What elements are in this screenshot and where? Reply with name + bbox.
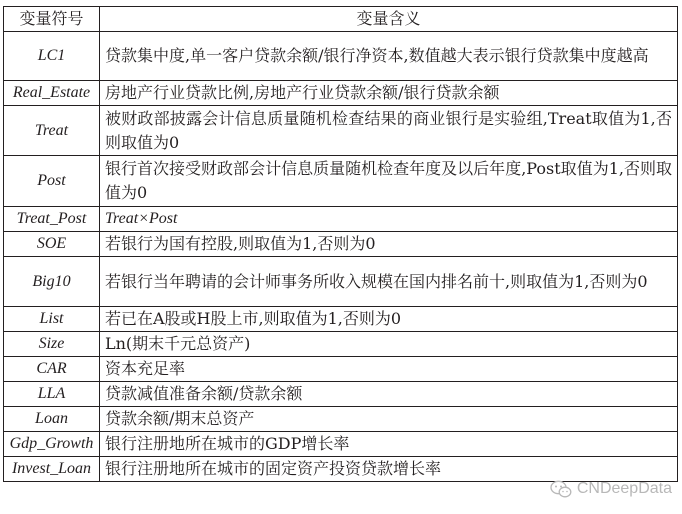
table-body <box>4 32 678 482</box>
variable-symbol: Invest_Loan <box>4 457 100 482</box>
variable-symbol: Size <box>4 332 100 357</box>
variable-symbol: SOE <box>4 232 100 257</box>
table-row <box>4 457 678 482</box>
table-row <box>4 332 678 357</box>
header-row <box>4 7 678 32</box>
variable-description: 被财政部披露会计信息质量随机检查结果的商业银行是实验组,Treat取值为1,否则取值为0 <box>100 106 678 156</box>
wechat-icon <box>550 480 572 498</box>
variable-description: 银行注册地所在城市的GDP增长率 <box>100 432 678 457</box>
watermark-text: CNDeepData <box>576 480 672 497</box>
variable-symbol: Real_Estate <box>4 81 100 106</box>
table-row <box>4 32 678 81</box>
table-row <box>4 81 678 106</box>
watermark <box>550 480 672 498</box>
table-row <box>4 156 678 207</box>
variable-description: Treat×Post <box>100 207 678 232</box>
table-header <box>4 7 678 32</box>
variable-description: 若已在A股或H股上市,则取值为1,否则为0 <box>100 307 678 332</box>
table-row <box>4 407 678 432</box>
table-row <box>4 257 678 307</box>
table-row <box>4 357 678 382</box>
variable-description: 贷款集中度,单一客户贷款余额/银行净资本,数值越大表示银行贷款集中度越高 <box>100 32 678 81</box>
variable-symbol: Gdp_Growth <box>4 432 100 457</box>
variable-symbol: Treat <box>4 106 100 156</box>
variable-symbol: Loan <box>4 407 100 432</box>
variable-symbol: Treat_Post <box>4 207 100 232</box>
variable-description: 贷款余额/期末总资产 <box>100 407 678 432</box>
variable-symbol: CAR <box>4 357 100 382</box>
variable-definition-table <box>3 6 678 482</box>
variable-description: 房地产行业贷款比例,房地产行业贷款余额/银行贷款余额 <box>100 81 678 106</box>
header-symbol: 变量符号 <box>4 7 100 32</box>
table-row <box>4 232 678 257</box>
variable-symbol: List <box>4 307 100 332</box>
variable-description: 银行首次接受财政部会计信息质量随机检查年度及以后年度,Post取值为1,否则取值为0 <box>100 156 678 207</box>
variable-description: 银行注册地所在城市的固定资产投资贷款增长率 <box>100 457 678 482</box>
variable-description: Ln(期末千元总资产) <box>100 332 678 357</box>
variable-description: 若银行当年聘请的会计师事务所收入规模在国内排名前十,则取值为1,否则为0 <box>100 257 678 307</box>
variable-symbol: Big10 <box>4 257 100 307</box>
variable-symbol: Post <box>4 156 100 207</box>
variable-symbol: LLA <box>4 382 100 407</box>
table-row <box>4 207 678 232</box>
variable-description: 贷款减值准备余额/贷款余额 <box>100 382 678 407</box>
header-meaning: 变量含义 <box>100 7 678 32</box>
table-row <box>4 307 678 332</box>
variable-description: 若银行为国有控股,则取值为1,否则为0 <box>100 232 678 257</box>
variable-symbol: LC1 <box>4 32 100 81</box>
table-row <box>4 106 678 156</box>
variable-description: 资本充足率 <box>100 357 678 382</box>
table-row <box>4 382 678 407</box>
table-row <box>4 432 678 457</box>
